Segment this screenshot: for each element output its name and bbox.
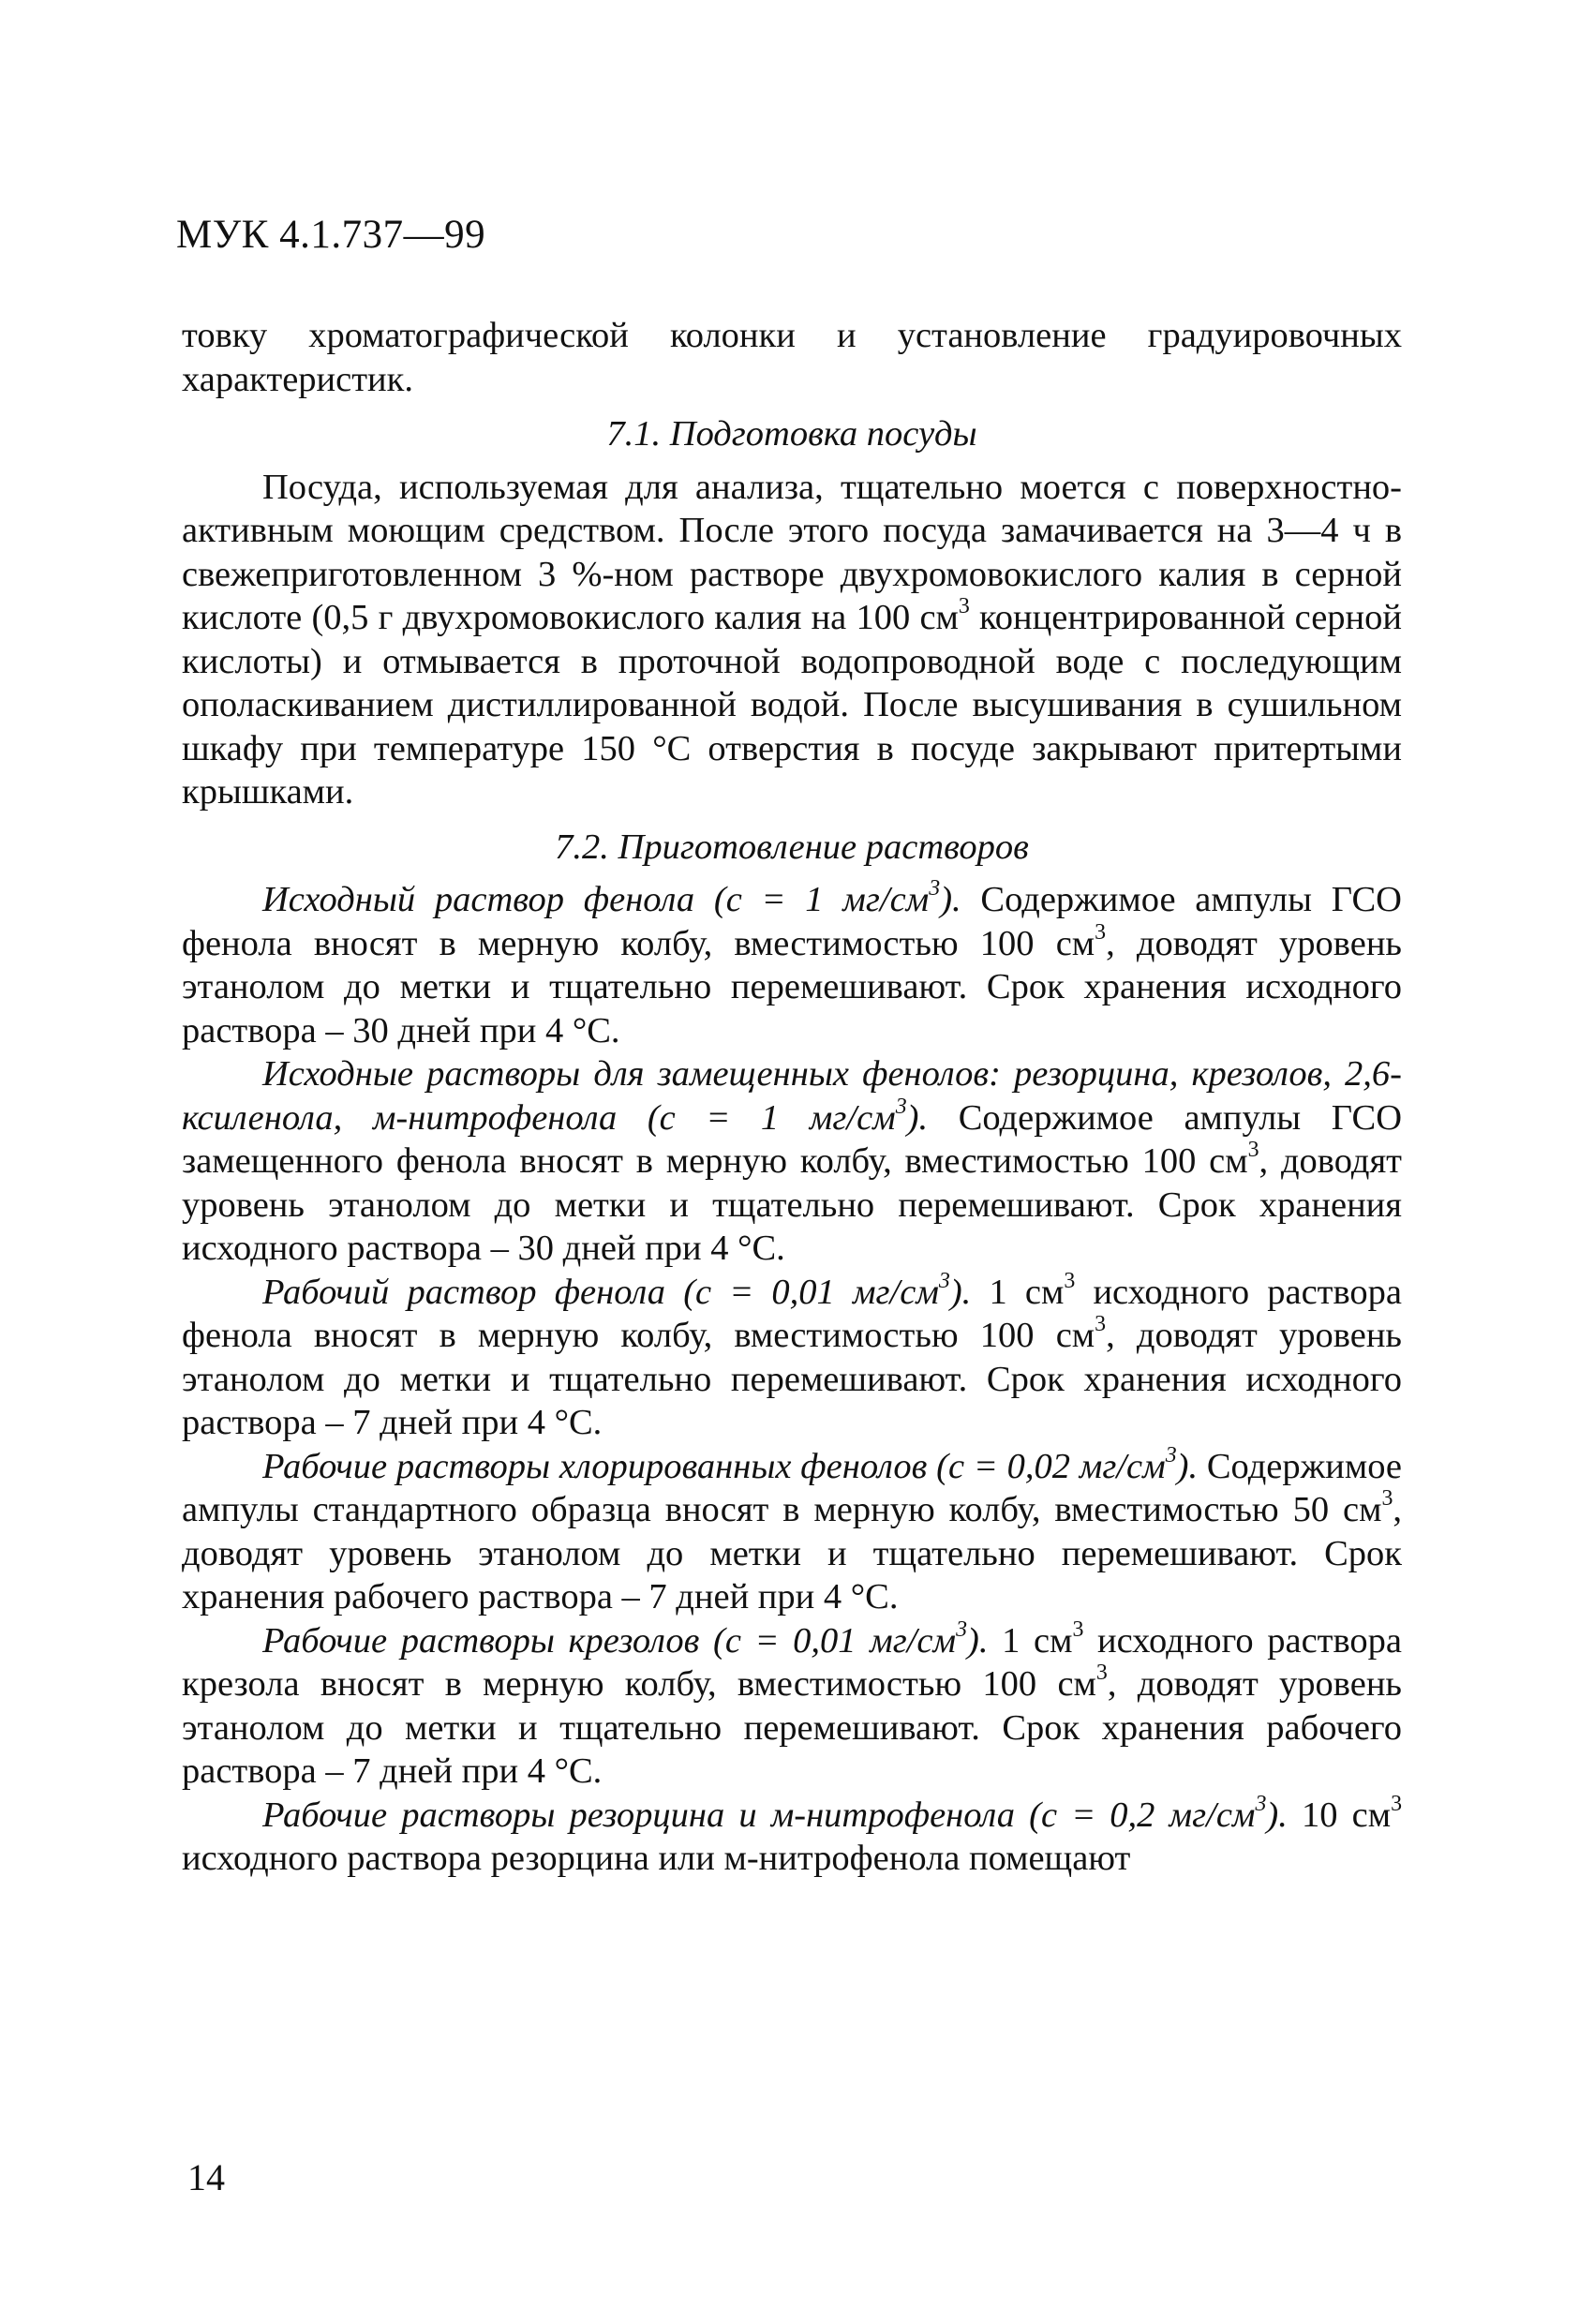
paragraph-working-cresols: Рабочие растворы крезолов (с = 0,01 $мг/см^3$). 1 $см^3$ исходного раствора крезола вносят в мерную колбу, вместимостью 100 $см^3$, доводят уровень этанолом до метки и тщательно перемешивают. Срок хранения рабочего раствора – 7 дней при 4 °С. — [182, 1616, 1403, 1791]
page-number: 14 — [187, 2156, 225, 2198]
paragraph-glassware: Посуда, используемая для анализа, тщательно моется с поверхностно-активным моющим средством. После этого посуда замачивается на 3—4 ч в свежеприготовленном 3 %-ном растворе двухромовокислого калия в серной кислоте (0,5 г двухромовокислого калия на 100 $см^3$ концентрированной серной кислоты) и отмывается в проточной водопроводной воде с последующим ополаскиванием дистиллированной водой. После высушивания в сушильном шкафу при температуре 150 °С отверстия в посуде закрывают притертыми крышками. — [182, 467, 1402, 812]
document-body — [182, 314, 1402, 1881]
paragraph-working-phenol: Рабочий раствор фенола (с = 0,01 $мг/см^3$). 1 $см^3$ исходного раствора фенола вносят в мерную колбу, вместимостью 100 $см^3$, доводят уровень этанолом до метки и тщательно перемешивают. Срок хранения исходного раствора – 7 дней при 4 °С. — [182, 1268, 1403, 1442]
paragraph-working-resorcinol: Рабочие растворы резорцина и м-нитрофенола (с = 0,2 $мг/см^3$). 10 $см^3$ исходного раствора резорцина или м-нитрофенола помещают — [182, 1791, 1402, 1878]
paragraph-stock-substituted: Исходные растворы для замещенных фенолов: резорцина, крезолов, 2,6-ксиленола, м-нитрофенола (с = 1 $мг/см^3$). Содержимое ампулы ГСО замещенного фенола вносят в мерную колбу, вместимостью 100 $см^3$, доводят уровень этанолом до метки и тщательно перемешивают. Срок хранения исходного раствора – 30 дней при 4 °С. — [182, 1054, 1402, 1268]
document-code: МУК 4.1.737—99 — [176, 213, 486, 257]
intro-paragraph: товку хроматографической колонки и установление градуировочных характеристик. — [182, 316, 1402, 399]
paragraph-stock-phenol: Исходный раствор фенола (с = 1 $мг/см^3$). Содержимое ампулы ГСО фенола вносят в мерную колбу, вместимостью 100 $см^3$, доводят уровень этанолом до метки и тщательно перемешивают. Срок хранения исходного раствора – 30 дней при 4 °С. — [182, 875, 1402, 1050]
section-title-7-2: 7.2. Приготовление растворов — [555, 827, 1029, 867]
paragraph-working-chlorophenols: Рабочие растворы хлорированных фенолов (с = 0,02 $мг/см^3$). Содержимое ампулы стандартного образца вносят в мерную колбу, вместимостью 50 $см^3$, доводят уровень этанолом до метки и тщательно перемешивают. Срок хранения рабочего раствора – 7 дней при 4 °С. — [182, 1442, 1403, 1616]
section-title-7-1: 7.1. Подготовка посуды — [606, 414, 977, 454]
